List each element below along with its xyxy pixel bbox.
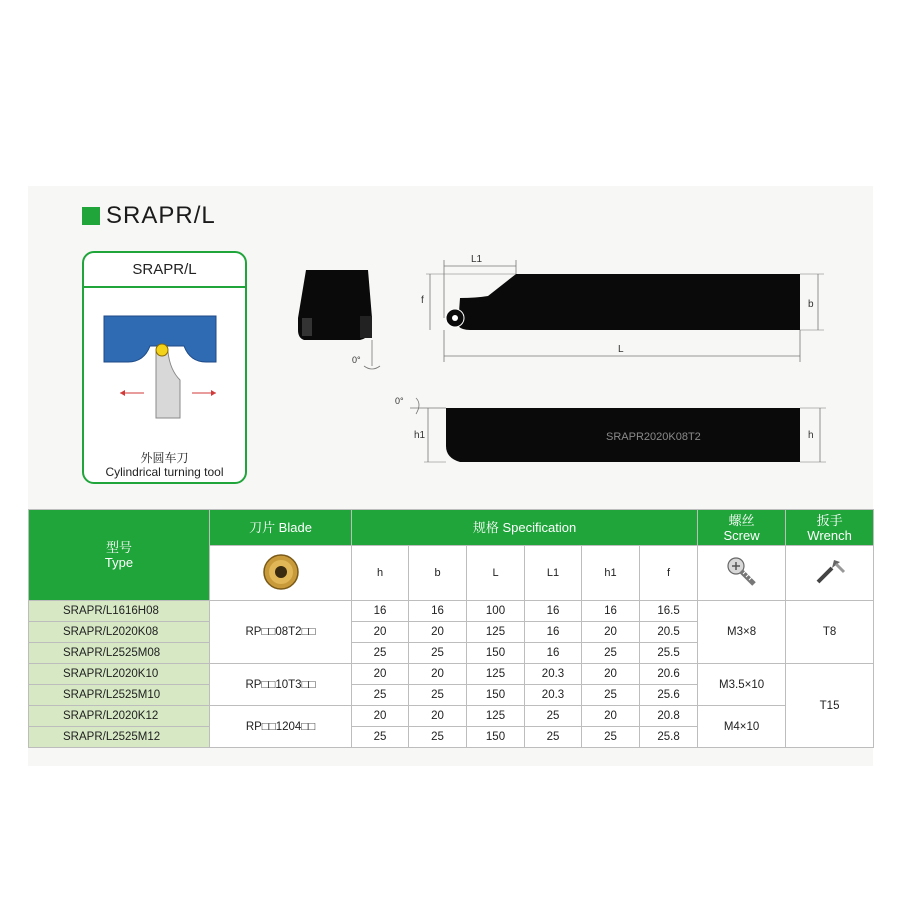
value-h: 20 [352, 664, 409, 685]
value-L: 125 [467, 622, 525, 643]
blade-cell: RP□□08T2□□ [210, 601, 352, 664]
value-L1: 16 [525, 643, 582, 664]
insert-image [210, 546, 352, 601]
value-L1: 16 [525, 622, 582, 643]
value-f: 25.5 [640, 643, 698, 664]
screw-icon [722, 552, 762, 592]
value-h: 25 [352, 685, 409, 706]
value-h: 25 [352, 727, 409, 748]
value-h: 16 [352, 601, 409, 622]
header-blade: 刀片 Blade [210, 510, 352, 546]
type-cell: SRAPR/L2525M10 [29, 685, 210, 706]
value-h1: 25 [582, 643, 640, 664]
value-h1: 25 [582, 727, 640, 748]
value-f: 20.8 [640, 706, 698, 727]
dim-L-label: L [618, 344, 624, 355]
card-title: SRAPR/L [84, 253, 245, 288]
value-L1: 25 [525, 706, 582, 727]
wrench-cell: T15 [786, 664, 874, 748]
round-insert-icon [260, 551, 302, 593]
card-name-en: Cylindrical turning tool [105, 465, 224, 479]
value-L: 150 [467, 727, 525, 748]
value-L: 150 [467, 643, 525, 664]
tool-end-view [298, 270, 380, 369]
value-h: 20 [352, 622, 409, 643]
header-specification: 规格 Specification [352, 510, 698, 546]
header-type: 型号 Type [29, 510, 210, 601]
value-b: 25 [409, 727, 467, 748]
value-f: 20.6 [640, 664, 698, 685]
value-h: 20 [352, 706, 409, 727]
value-L: 100 [467, 601, 525, 622]
value-b: 20 [409, 706, 467, 727]
col-h1: h1 [582, 546, 640, 601]
value-L: 150 [467, 685, 525, 706]
screw-cell: M3×8 [698, 601, 786, 664]
blade-cell: RP□□10T3□□ [210, 664, 352, 706]
value-h1: 25 [582, 685, 640, 706]
value-h1: 20 [582, 706, 640, 727]
header-screw: 螺丝 Screw [698, 510, 786, 546]
dim-b-label: b [808, 299, 814, 310]
col-b: b [409, 546, 467, 601]
value-f: 20.5 [640, 622, 698, 643]
screw-cell: M4×10 [698, 706, 786, 748]
type-cell: SRAPR/L2020K08 [29, 622, 210, 643]
type-cell: SRAPR/L2020K12 [29, 706, 210, 727]
col-L1: L1 [525, 546, 582, 601]
dim-h-label: h [808, 430, 814, 441]
value-b: 20 [409, 664, 467, 685]
value-b: 20 [409, 622, 467, 643]
value-L1: 25 [525, 727, 582, 748]
value-f: 25.8 [640, 727, 698, 748]
value-h: 25 [352, 643, 409, 664]
header-wrench: 扳手 Wrench [786, 510, 874, 546]
value-L1: 20.3 [525, 685, 582, 706]
value-L: 125 [467, 664, 525, 685]
value-h1: 20 [582, 622, 640, 643]
value-b: 25 [409, 643, 467, 664]
section-title-text: SRAPR/L [106, 202, 216, 229]
angle-label-top: 0° [352, 355, 361, 365]
value-f: 25.6 [640, 685, 698, 706]
value-L1: 20.3 [525, 664, 582, 685]
dim-h1-label: h1 [414, 430, 426, 441]
blade-cell: RP□□1204□□ [210, 706, 352, 748]
angle-label-side: 0° [395, 396, 404, 406]
wrench-cell: T8 [786, 601, 874, 664]
value-L1: 16 [525, 601, 582, 622]
col-L: L [467, 546, 525, 601]
dim-L1-label: L1 [471, 254, 483, 265]
value-L: 125 [467, 706, 525, 727]
type-cell: SRAPR/L2525M12 [29, 727, 210, 748]
wrench-image [786, 546, 874, 601]
tool-top-view [421, 254, 824, 362]
tool-marking: SRAPR2020K08T2 [606, 431, 701, 443]
screw-image [698, 546, 786, 601]
tool-side-view [395, 396, 826, 462]
dim-f-label: f [421, 295, 424, 306]
card-name-cn: 外圆车刀 [140, 451, 189, 465]
type-cell: SRAPR/L2525M08 [29, 643, 210, 664]
value-b: 25 [409, 685, 467, 706]
value-f: 16.5 [640, 601, 698, 622]
type-cell: SRAPR/L2020K10 [29, 664, 210, 685]
specification-table [28, 509, 874, 748]
col-h: h [352, 546, 409, 601]
type-cell: SRAPR/L1616H08 [29, 601, 210, 622]
value-h1: 16 [582, 601, 640, 622]
value-b: 16 [409, 601, 467, 622]
value-h1: 20 [582, 664, 640, 685]
wrench-icon [810, 552, 850, 592]
col-f: f [640, 546, 698, 601]
screw-cell: M3.5×10 [698, 664, 786, 706]
